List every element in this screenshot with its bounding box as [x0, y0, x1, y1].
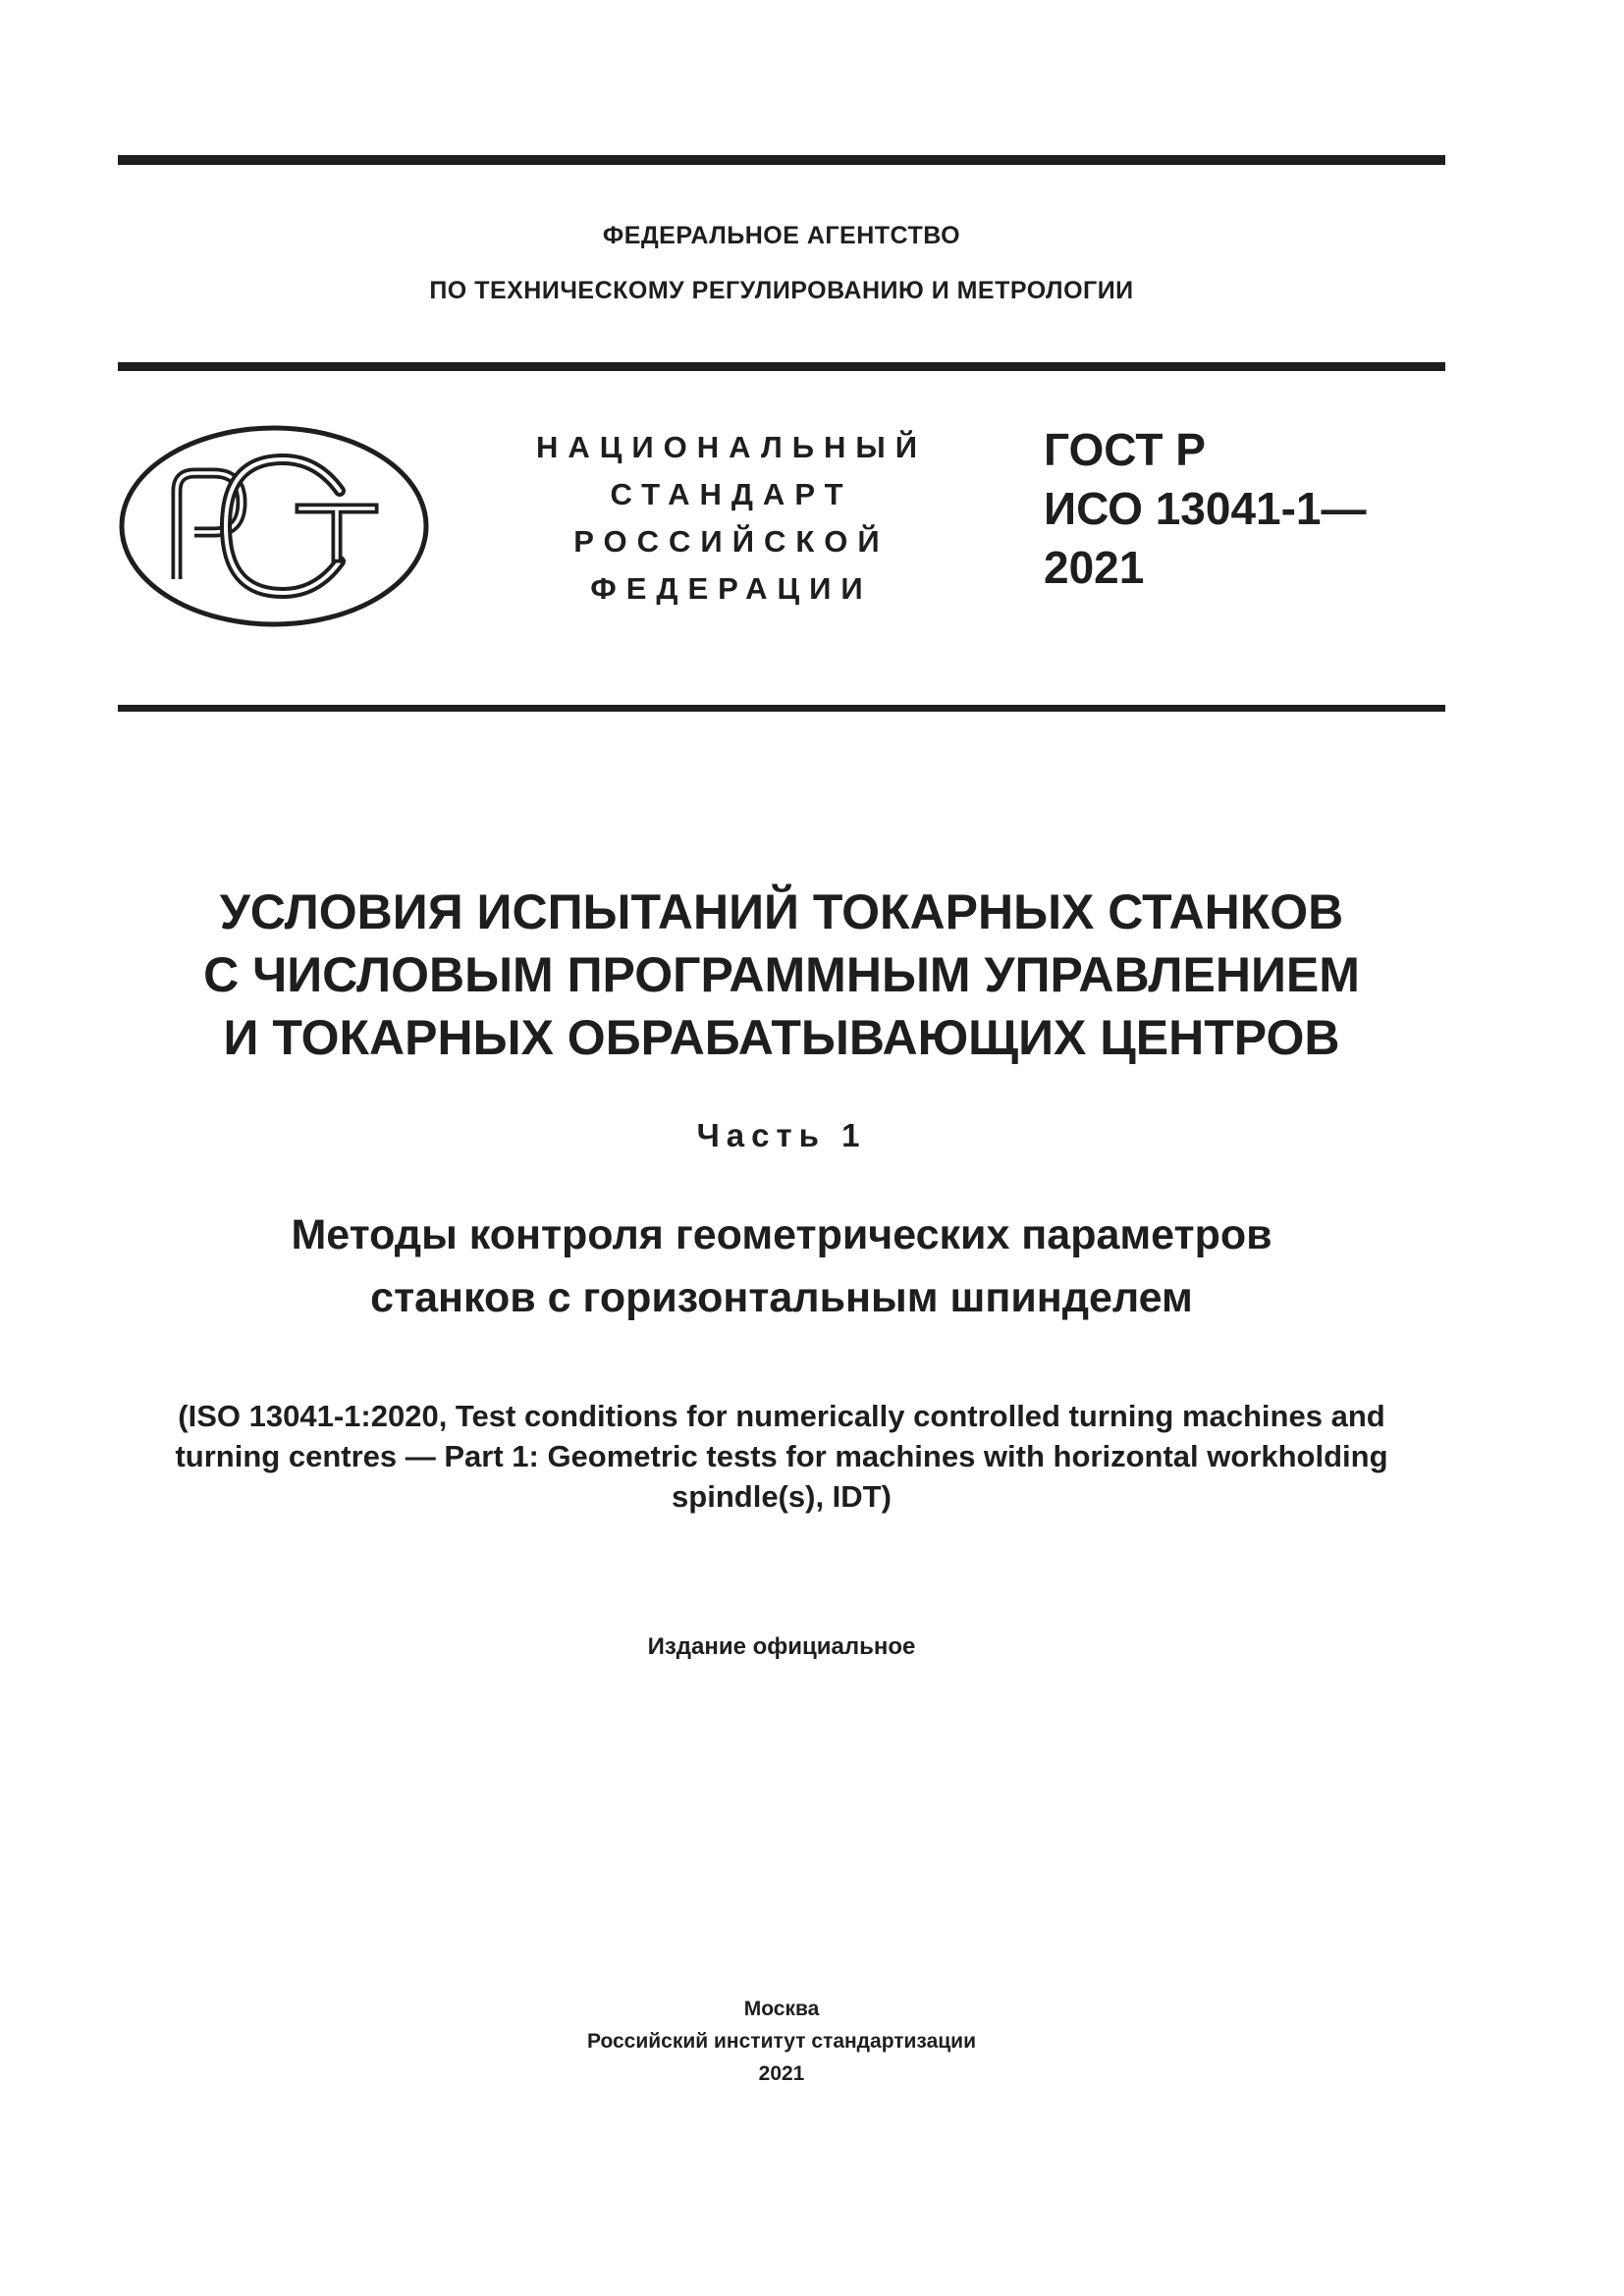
- agency-name-line-2: ПО ТЕХНИЧЕСКОМУ РЕГУЛИРОВАНИЮ И МЕТРОЛОГИИ: [429, 277, 1134, 304]
- title-line: УСЛОВИЯ ИСПЫТАНИЙ ТОКАРНЫХ СТАНКОВ: [219, 884, 1344, 939]
- iso-reference-line: turning centres — Part 1: Geometric tests for machines with horizontal workholding: [175, 1439, 1388, 1473]
- top-rule: [118, 155, 1445, 165]
- publisher-block: [118, 1993, 1445, 2090]
- standard-designation: [1044, 420, 1456, 597]
- publisher-institute: Российский институт стандартизации: [586, 2030, 977, 2053]
- header-rule: [118, 362, 1445, 371]
- designation-line: 2021: [1044, 542, 1145, 593]
- national-standard-line: РОССИЙСКОЙ: [573, 524, 890, 559]
- section-rule: [118, 705, 1445, 712]
- subtitle-line: станков с горизонтальным шпинделем: [370, 1274, 1193, 1321]
- part-label: Часть 1: [696, 1117, 867, 1153]
- iso-reference-line: spindle(s), IDT): [672, 1479, 892, 1514]
- document-title: [118, 881, 1445, 1069]
- edition-label: Издание официальное: [647, 1633, 916, 1660]
- rst-logo: [116, 422, 432, 630]
- national-standard-line: НАЦИОНАЛЬНЫЙ: [535, 430, 928, 464]
- national-standard-line: ФЕДЕРАЦИИ: [590, 571, 873, 606]
- iso-reference: [118, 1396, 1445, 1517]
- designation-line: ИСО 13041-1—: [1044, 483, 1367, 534]
- subtitle-line: Методы контроля геометрических параметров: [291, 1211, 1272, 1258]
- agency-name-line-1: ФЕДЕРАЛЬНОЕ АГЕНТСТВО: [602, 222, 961, 249]
- publisher-city: Москва: [743, 1998, 820, 2020]
- designation-line: ГОСТ Р: [1044, 424, 1206, 475]
- title-line: С ЧИСЛОВЫМ ПРОГРАММНЫМ УПРАВЛЕНИЕМ: [203, 947, 1360, 1002]
- title-line: И ТОКАРНЫХ ОБРАБАТЫВАЮЩИХ ЦЕНТРОВ: [223, 1010, 1340, 1065]
- iso-reference-line: (ISO 13041-1:2020, Test conditions for numerically controlled turning machines and: [178, 1399, 1385, 1433]
- national-standard-label: [501, 424, 962, 613]
- national-standard-line: СТАНДАРТ: [610, 477, 853, 511]
- publisher-year: 2021: [758, 2062, 805, 2085]
- document-subtitle: [118, 1203, 1445, 1329]
